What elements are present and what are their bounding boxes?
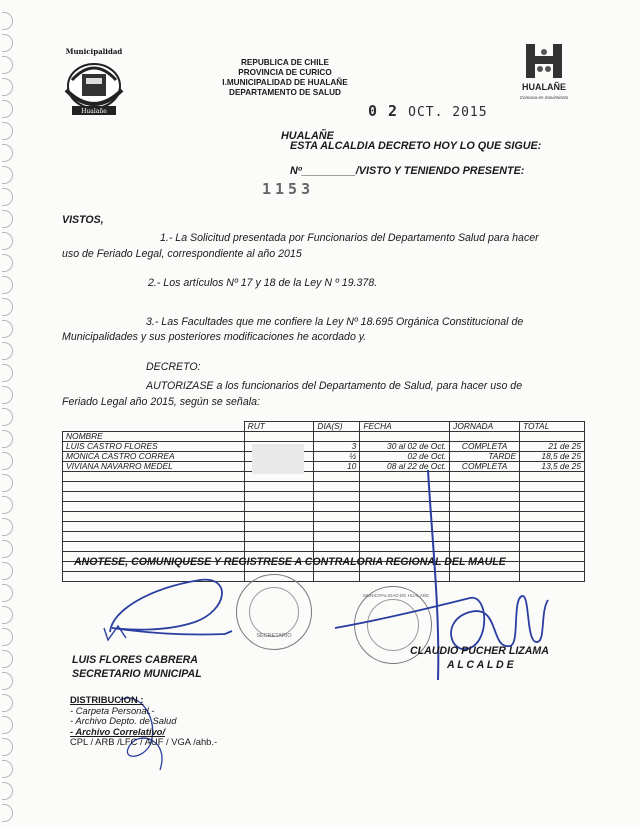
header-dias: DIA(S) [314,422,360,432]
cell-jornada: TARDE [450,452,520,462]
cell-fecha: 02 de Oct. [360,452,450,462]
cell-dias: 10 [314,462,360,472]
date-stamp-month-year: OCT. 2015 [408,105,488,120]
cell-fecha: 30 al 02 de Oct. [360,442,450,452]
secretary-title: SECRETARIO MUNICIPAL [72,668,202,680]
seal-right-label: MUNICIPALIDAD DE HUALAÑE [363,593,430,598]
cell-nombre: LUIS CASTRO FLORES [63,442,245,452]
decreto-heading: DECRETO: [146,361,201,373]
visto-label: /VISTO Y TENIENDO PRESENTE: [355,165,525,177]
logo-top-text: Municipalidad [65,47,123,56]
cell-jornada: COMPLETA [450,442,520,452]
header-total: TOTAL [520,422,585,432]
autoriza-line1: AUTORIZASE a los funcionarios del Departamento de Salud, para hacer uso de [146,380,523,392]
vistos-heading: VISTOS, [62,214,104,226]
mayor-title: A L C A L D E [447,659,514,671]
autoriza-line2: Feriado Legal año 2015, según se señala: [62,396,260,408]
header-fecha: FECHA [360,422,450,432]
closing-statement: ANOTESE, COMUNIQUESE Y REGISTRESE A CONTRALORIA REGIONAL DEL MAULE [74,556,506,568]
header-nombre: NOMBRE [63,432,245,442]
secretary-name: LUIS FLORES CABRERA [72,654,198,666]
item1-line1: 1.- La Solicitud presentada por Funcionarios del Departamento Salud para hacer [160,232,539,244]
logo-bottom-text: Hualañe [81,108,107,115]
letterhead-line: PROVINCIA DE CURICO [238,68,332,77]
distribution-initials: CPL / ARB /LFC / AUF / VGA /ahb.- [70,736,218,747]
cell-fecha: 08 al 22 de Oct. [360,462,450,472]
distribution-item: - Carpeta Personal.- [70,704,155,716]
cell-total: 13,5 de 25 [520,462,585,472]
number-blank: _________ [301,165,356,177]
place-heading: HUALAÑE [281,130,334,142]
cell-nombre: MONICA CASTRO CORREA [63,452,245,462]
item2-text: 2.- Los artículos Nº 17 y 18 de la Ley N º 19.378. [148,277,378,289]
cell-total: 21 de 25 [520,442,585,452]
letterhead-line: REPUBLICA DE CHILE [241,58,329,67]
item1-line2: uso de Feriado Legal, correspondiente al año 2015 [62,248,302,260]
cell-dias: 3 [314,442,360,452]
cell-jornada: COMPLETA [450,462,520,472]
mayor-name: CLAUDIO PUCHER LIZAMA [410,645,549,657]
decree-number-value: 1153 [262,180,315,198]
item3-line2: Municipalidades y sus posteriores modificaciones he acordado y. [62,331,367,343]
distribution-item: - Archivo Depto. de Salud [70,715,177,726]
distribution-item: - Archivo Correlativo/ [70,725,165,737]
item3-line1: 3.- Las Facultades que me confiere la Ley Nº 18.695 Orgánica Constitucional de [146,316,524,328]
cell-nombre: VIVIANA NAVARRO MEDEL [63,462,245,472]
seal-left-label: SECRETARIO [256,633,292,639]
header-jornada: JORNADA [450,422,520,432]
letterhead-line: I.MUNICIPALIDAD DE HUALAÑE [222,78,348,87]
distribution-list [70,695,217,748]
decree-heading: ESTA ALCALDIA DECRETO HOY LO QUE SIGUE: [290,140,542,152]
distribution-title: DISTRIBUCION : [70,694,144,705]
cell-dias: ½ [314,452,360,462]
header-rut: RUT [244,422,314,432]
brand-tagline-text: Comuna en movimiento [519,95,569,100]
date-stamp-day: 0 2 [368,102,399,120]
number-label: Nº [290,165,302,177]
cell-total: 18,5 de 25 [520,452,585,462]
brand-name-text: HUALAÑE [522,82,566,92]
letterhead-line: DEPARTAMENTO DE SALUD [229,88,341,97]
